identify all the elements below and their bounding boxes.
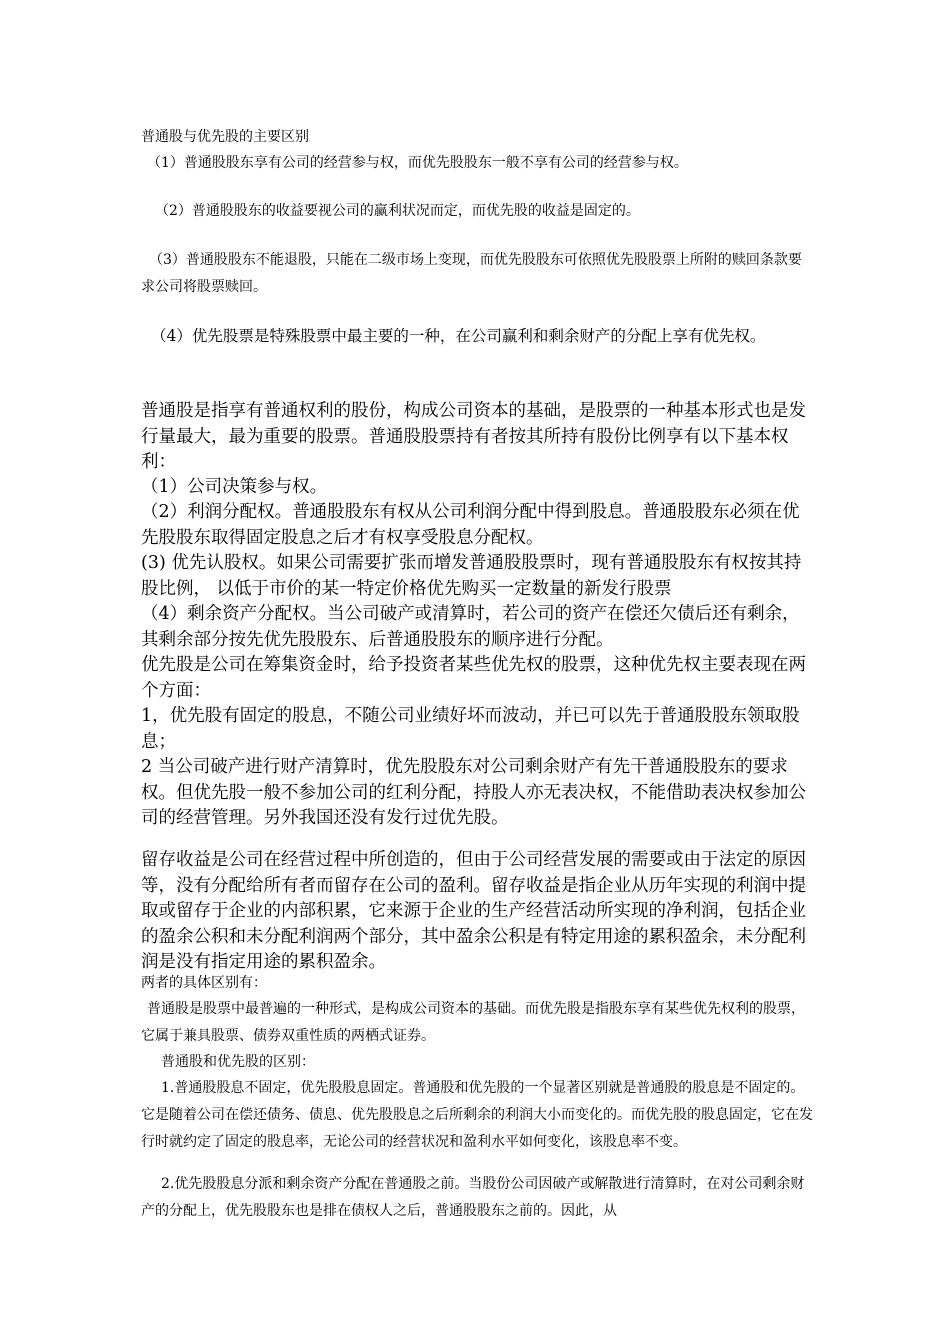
paragraph-14: 两者的具体区别有： [141,975,267,991]
paragraph-6: （1）公司决策参与权。 [141,477,328,497]
document-title: 普通股与优先股的主要区别 [141,129,309,145]
paragraph-18: 2.优先股股息分派和剩余资产分配在普通股之前。当股份公司因破产或解散进行清算时，在对公司剩余财产的分配上，优先股股东也是排在债权人之后，普通股股东之前的。因此，从 [141,1176,805,1219]
paragraph-4: （4）优先股票是特殊股票中最主要的一种，在公司赢利和剩余财产的分配上享有优先权。 [151,327,766,345]
paragraph-17: 1.普通股股息不固定，优先股股息固定。普通股和优先股的一个显著区别就是普通股的股息是不固定的。它是随着公司在偿还债务、债息、优先股股息之后所剩余的利润大小而变化的。而优先股的股息固定，它在发行时就约定了固定的股息率，无论公司的经营状况和盈利水平如何变化，该股息率不变。 [141,1080,813,1150]
paragraph-1: （1）普通股股东享有公司的经营参与权，而优先股股东一般不享有公司的经营参与权。 [147,155,688,171]
paragraph-12: 2 当公司破产进行财产清算时，优先股股东对公司剩余财产有先干普通股股东的要求权。但优先股一般不参加公司的红利分配，持股人亦无表决权，不能借助表决权参加公司的经营管理。另外我国还没有发行过优先股。 [141,757,806,828]
paragraph-16: 普通股和优先股的区别： [161,1054,315,1070]
paragraph-13: 留存收益是公司在经营过程中所创造的，但由于公司经营发展的需要或由于法定的原因等，没有分配给所有者而留存在公司的盈利。留存收益是指企业从历年实现的利润中提取或留存于企业的内部积累，它来源于企业的生产经营活动所实现的净利润，包括企业的盈余公积和未分配利润两个部分，其中盈余公积是有特定用途的累积盈余，未分配利润是没有指定用途的累积盈余。 [141,850,806,972]
paragraph-10: 优先股是公司在筹集资金时，给予投资者某些优先权的股票，这种优先权主要表现在两个方面： [141,655,806,701]
paragraph-3: （3）普通股股东不能退股，只能在二级市场上变现，而优先股股东可依照优先股股票上所附的赎回条款要求公司将股票赎回。 [141,252,802,295]
paragraph-11: 1，优先股有固定的股息，不随公司业绩好坏而波动，并已可以先于普通股股东领取股息； [141,706,800,752]
paragraph-9: （4）剩余资产分配权。当公司破产或清算时，若公司的资产在偿还欠债后还有剩余，其剩余部分按先优先股股东、后普通股股东的顺序进行分配。 [141,604,800,650]
paragraph-7: （2）利润分配权。普通股股东有权从公司利润分配中得到股息。普通股股东必须在优先股股东取得固定股息之后才有权享受股息分配权。 [141,502,800,548]
paragraph-15: 普通股是股票中最普遍的一种形式，是构成公司资本的基础。而优先股是指股东享有某些优先权利的股票，它属于兼具股票、债券双重性质的两栖式证券。 [141,1001,805,1044]
paragraph-8: (3) 优先认股权。如果公司需要扩张而增发普通股股票时，现有普通股股东有权按其持股比例， 以低于市价的某一特定价格优先购买一定数量的新发行股票 [141,553,802,599]
paragraph-2: （2）普通股股东的收益要视公司的赢利状况而定，而优先股的收益是固定的。 [155,203,640,219]
paragraph-5: 普通股是指享有普通权利的股份，构成公司资本的基础，是股票的一种基本形式也是发行量最大，最为重要的股票。普通股股票持有者按其所持有股份比例享有以下基本权利： [141,401,806,472]
